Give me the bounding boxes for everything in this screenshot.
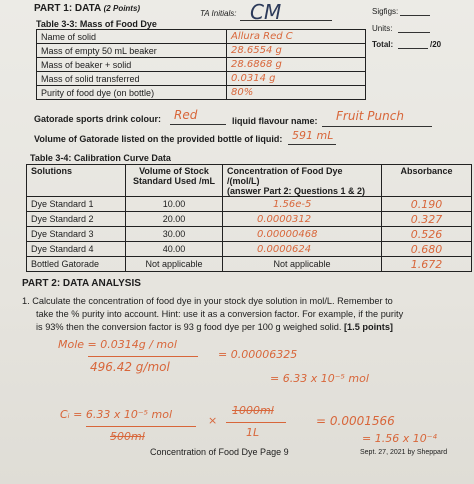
units-line	[398, 32, 430, 33]
units-label: Units:	[372, 24, 393, 33]
cell-solution: Bottled Gatorade	[27, 257, 126, 272]
row-label: Mass of beaker + solid	[37, 58, 227, 72]
conc-result-1: = 0.0001566	[316, 414, 395, 428]
ta-initials-value: CM	[250, 0, 282, 24]
cell-conc: 1.56e-5	[223, 197, 382, 212]
cell-abs: 0.680	[382, 242, 472, 257]
part1-title	[34, 3, 140, 14]
row-label: Mass of empty 50 mL beaker	[37, 44, 227, 58]
mole-fraction-bar	[88, 356, 198, 357]
table-row	[27, 197, 472, 212]
cell-solution: Dye Standard 4	[27, 242, 126, 257]
mole-result-1: = 0.00006325	[218, 348, 298, 361]
row-value: Allura Red C	[227, 30, 366, 44]
row-label: Name of solid	[37, 30, 227, 44]
col-absorbance: Absorbance	[382, 165, 472, 197]
row-label: Purity of food dye (on bottle)	[37, 86, 227, 100]
mole-denominator: 496.42 g/mol	[90, 360, 170, 374]
row-value: 80%	[227, 86, 366, 100]
footer-page: Concentration of Food Dye Page 9	[150, 447, 289, 457]
col-conc: Concentration of Food Dye /(mol/L) (answer Part 2: Questions 1 & 2)	[223, 165, 382, 197]
drink-colour-line	[170, 124, 226, 125]
table-row	[37, 30, 366, 44]
col-solutions: Solutions	[27, 165, 126, 197]
table-row	[37, 86, 366, 100]
cell-abs: 0.526	[382, 227, 472, 242]
table-row	[27, 242, 472, 257]
cell-abs: 1.672	[382, 257, 472, 272]
cell-abs: 0.327	[382, 212, 472, 227]
footer-date: Sept. 27, 2021 by Sheppard	[360, 449, 448, 456]
factor-denominator: 1L	[246, 426, 260, 439]
table33-title: Table 3-3: Mass of Food Dye	[36, 19, 157, 29]
row-value: 28.6554 g	[227, 44, 366, 58]
cell-volume: 10.00	[126, 197, 223, 212]
flavour-label: liquid flavour name:	[232, 116, 318, 126]
mole-result-2: = 6.33 x 10⁻⁵ mol	[270, 372, 369, 385]
drink-colour-label: Gatorade sports drink colour:	[34, 114, 162, 124]
factor-numerator: 1000ml	[232, 404, 274, 417]
question1-points: [1.5 points]	[343, 322, 393, 332]
part2-title: PART 2: DATA ANALYSIS	[22, 278, 141, 289]
cell-volume: 40.00	[126, 242, 223, 257]
table-row	[37, 58, 366, 72]
cell-solution: Dye Standard 2	[27, 212, 126, 227]
ta-initials-label: TA Initials:	[200, 9, 237, 18]
mole-numerator: Mole = 0.0314g / mol	[58, 338, 177, 351]
total-value: /20	[430, 40, 442, 49]
table-header-row	[27, 165, 472, 197]
volume-label: Volume of Gatorade listed on the provided bottle of liquid:	[34, 134, 283, 144]
conc-fraction-bar	[86, 426, 196, 427]
cell-conc: Not applicable	[223, 257, 382, 272]
volume-value: 591 mL	[292, 129, 334, 142]
row-label: Mass of solid transferred	[37, 72, 227, 86]
calibration-table	[26, 164, 472, 272]
table-row	[37, 72, 366, 86]
flavour-value: Fruit Punch	[336, 109, 404, 123]
question1-line1: 1. Calculate the concentration of food dye in your stock dye solution in mol/L. Remember to	[22, 296, 393, 306]
factor-fraction-bar	[226, 422, 286, 423]
volume-line	[288, 144, 336, 145]
conc-numerator: Cᵢ = 6.33 x 10⁻⁵ mol	[60, 408, 173, 421]
question1-line3	[36, 322, 393, 332]
table-row	[27, 227, 472, 242]
cell-volume: 30.00	[126, 227, 223, 242]
times-sign: ×	[208, 414, 218, 427]
cell-solution: Dye Standard 1	[27, 197, 126, 212]
col-volume: Volume of Stock Standard Used /mL	[126, 165, 223, 197]
drink-colour-value: Red	[174, 108, 198, 122]
flavour-line	[322, 126, 432, 127]
question1-line2: take the % purity into account. Hint: use it as a conversion factor. For example, if the purity	[36, 309, 404, 319]
cell-solution: Dye Standard 3	[27, 227, 126, 242]
conc-result-2: = 1.56 x 10⁻⁴	[362, 432, 437, 445]
table34-title: Table 3-4: Calibration Curve Data	[30, 153, 171, 163]
mass-table	[36, 29, 366, 100]
cell-conc: 0.00000468	[223, 227, 382, 242]
table-row	[27, 257, 472, 272]
part1-label: PART 1: DATA	[34, 3, 101, 14]
cell-volume: 20.00	[126, 212, 223, 227]
sigfigs-label: Sigfigs:	[372, 7, 399, 16]
conc-denominator: 500ml	[110, 430, 145, 443]
table-row	[27, 212, 472, 227]
sigfigs-line	[400, 15, 430, 16]
part1-points: (2 Points)	[103, 4, 141, 13]
total-line	[398, 48, 428, 49]
cell-conc: 0.0000624	[223, 242, 382, 257]
cell-volume: Not applicable	[126, 257, 223, 272]
total-label: Total:	[372, 40, 394, 49]
cell-conc: 0.0000312	[223, 212, 382, 227]
table-row	[37, 44, 366, 58]
row-value: 28.6868 g	[227, 58, 366, 72]
question1-text: is 93% then the conversion factor is 93 g food dye per 100 g weighed solid.	[36, 322, 342, 332]
cell-abs: 0.190	[382, 197, 472, 212]
row-value: 0.0314 g	[227, 72, 366, 86]
